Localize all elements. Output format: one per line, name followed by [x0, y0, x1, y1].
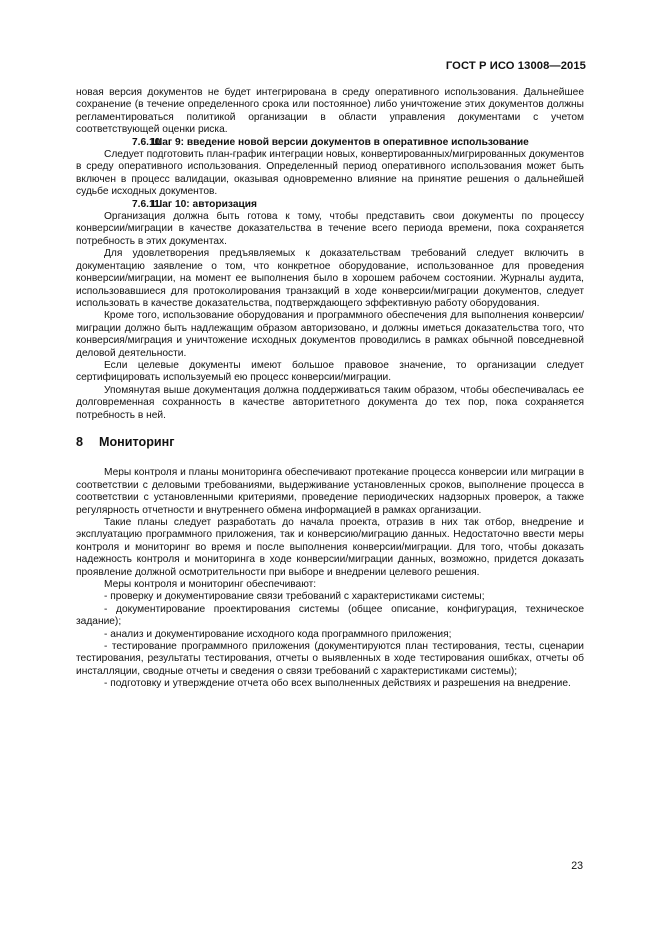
list-item: - тестирование программного приложения (документируются план тестирования, тесты, сценарии тестирования, результаты тестирования, отчеты о выявленных в ходе тестирования ошибках, отчеты об инсталляции, сводные отчеты и сведения о связи требований с характеристиками системы);	[76, 641, 584, 677]
intro-paragraph: новая версия документов не будет интегрирована в среду оперативного использования. Дальнейшее сохранение (в течение определенного срока или постоянное) либо уничтожение этих документов должны регламентироваться политикой организации в области управления документами с учетом соответствующей оценки риска.	[76, 87, 584, 136]
section-title: Шаг 10: авторизация	[152, 198, 257, 210]
section-number: 7.6.10	[132, 136, 161, 148]
section-8-heading	[76, 436, 584, 448]
list-item: - проверку и документирование связи требований с характеристиками системы;	[104, 591, 485, 603]
paragraph: Для удовлетворения предъявляемых к доказательствам требований следует включить в документацию заявление о том, что конкретное оборудование, использованное для проведения конверсии/миграции, на момент ее выполнения было в хорошем рабочем состоянии. Журналы аудита, использовавшиеся для протоколирования транзакций в ходе конверсии/миграции документов, следует использовать в качестве доказательства, подтверждающего эффективную работу оборудования.	[76, 248, 584, 309]
section-7-6-11-heading	[76, 199, 584, 211]
section-7-6-10-heading	[76, 137, 584, 149]
paragraph: Упомянутая выше документация должна поддерживаться таким образом, чтобы обеспечивалась ее долговременная сохранность в качестве авторитетного документа до тех пор, пока сохраняется потребность в ней.	[76, 384, 584, 421]
section-number: 8	[76, 434, 84, 449]
page-content	[76, 87, 584, 691]
paragraph: Если целевые документы имеют большое правовое значение, то организации следует сертифицировать используемый ею процесс конверсии/миграции.	[76, 359, 584, 384]
paragraph: Меры контроля и мониторинг обеспечивают:	[104, 579, 317, 591]
section-number: 7.6.11	[132, 198, 160, 210]
paragraph: Организация должна быть готова к тому, чтобы представить свои документы по процессу конверсии/миграции в качестве доказательства в течение всего периода времени, пока сохраняется потребность в этих документах.	[76, 211, 584, 247]
list-item: - подготовку и утверждение отчета обо всех выполненных действиях и разрешения на внедрение.	[104, 678, 571, 690]
page-number: 23	[571, 860, 583, 872]
list-item: - документирование проектирования системы (общее описание, конфигурация, техническое задание);	[76, 603, 584, 628]
section-title: Мониторинг	[99, 434, 175, 449]
paragraph: Следует подготовить план-график интеграции новых, конвертированных/мигрированных документов в среду оперативного использования. Определенный период оперативного использования может быть включен в процесс валидации, оказывая одновременно влияние на принятие решения о дальнейшей судьбе исходных документов.	[76, 149, 584, 198]
section-title: Шаг 9: введение новой версии документов в оперативное использование	[152, 136, 529, 148]
paragraph: Такие планы следует разработать до начала проекта, отразив в них так отбор, внедрение и эксплуатацию программного приложения, так и конверсию/миграцию данных. Недостаточно ввести меры контроля и мониторинг во время и после выполнения конверсии/миграции. Для того, чтобы доказать надежность контроля и мониторинга в ходе конверсии/миграции данных, возможно, придется доказать проявление должной осмотрительности при выборе и внедрении целевого решения.	[76, 517, 584, 578]
paragraph: Меры контроля и планы мониторинга обеспечивают протекание процесса конверсии или миграции в соответствии с деловыми требованиями, выдерживание установленных сроков, выполнение процесса в соответствии с установленными критериями, проведение периодических надзорных проверок, а также регулярность отчетности и внутреннего обмена информацией в рамках организации.	[76, 467, 584, 516]
standard-header: ГОСТ Р ИСО 13008—2015	[445, 60, 586, 72]
paragraph: Кроме того, использование оборудования и программного обеспечения для выполнения конверсии/миграции должно быть надлежащим образом авторизовано, и должны иметься доказательства того, что конверсия/миграция и уничтожение исходных документов проводились в рамках обычной повседневной деловой деятельности.	[76, 310, 584, 359]
list-item: - анализ и документирование исходного кода программного приложения;	[104, 628, 452, 640]
